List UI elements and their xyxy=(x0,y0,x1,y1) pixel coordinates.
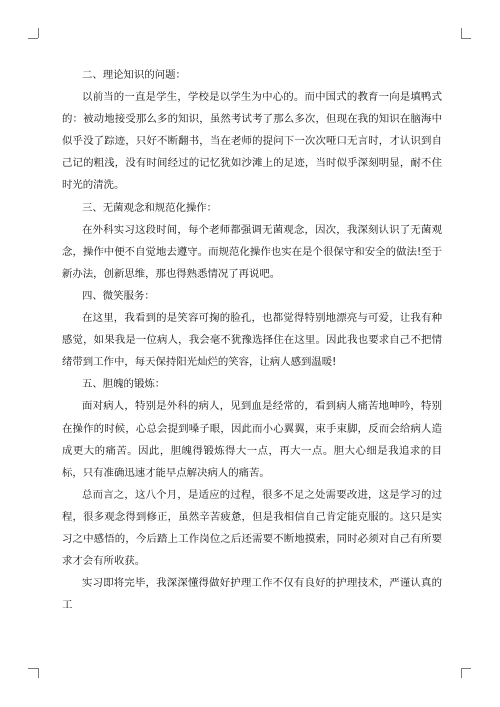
crop-mark-top-left-h xyxy=(28,38,38,39)
section-heading: 三、无菌观念和规范化操作： xyxy=(82,201,218,214)
crop-mark-bottom-right-h xyxy=(461,668,471,669)
section-heading: 五、胆魄的锻炼： xyxy=(82,378,166,391)
paragraph: 在这里，我看到的是笑容可掬的脸孔，也都觉得特别地漂亮与可爱，让我有种感觉，如果我是一位病人，我会毫不犹豫选择住在这里。因此我也要求自己不把情绪带到工作中，每天保持阳光灿烂的笑容，让病人感到温暖! xyxy=(62,312,442,369)
paragraph: 以前当的一直是学生，学校是以学生为中心的。而中国式的教育一向是填鸭式的：被动地接受那么多的知识，虽然考试考了那么多次，但现在我的知识在脑海中似乎没了踪迹，只好不断翻书，当在老师的提问下一次次哑口无言时，才认识到自己记的粗浅，没有时间经过的记忆犹如沙滩上的足迹，当时似乎深刻明显，耐不住时光的清洗。 xyxy=(62,91,442,192)
paragraph: 面对病人，特别是外科的病人，见到血是经常的，看到病人痛苦地呻吟，特别在操作的时候，心总会提到嗓子眼，因此而小心翼翼，束手束脚，反而会给病人造成更大的痛苦。因此，胆魄得锻炼得大一点，再大一点。胆大心细是我追求的目标，只有准确迅速才能早点解决病人的痛苦。 xyxy=(62,400,442,479)
crop-mark-top-left-v xyxy=(38,28,39,38)
document-body xyxy=(62,64,442,616)
section-heading: 二、理论知识的问题： xyxy=(82,69,186,81)
paragraph: 总而言之，这八个月，是适应的过程，很多不足之处需要改进，这是学习的过程，很多观念得到修正，虽然辛苦疲惫，但是我相信自己肯定能克服的。这只是实习之中感悟的，今后踏上工作岗位之后还需要不断地摸索，同时必须对自己有所要求才会有所收获。 xyxy=(62,488,442,568)
section-heading: 四、微笑服务： xyxy=(82,289,155,302)
crop-mark-bottom-left-h xyxy=(28,668,38,669)
paragraph: 实习即将完毕，我深深懂得做好护理工作不仅有良好的护理技术，严谨认真的工 xyxy=(62,577,442,612)
paragraph: 在外科实习这段时间，每个老师都强调无菌观念，因次，我深刻认识了无菌观念，操作中便不自觉地去遵守。而规范化操作也实在是个很保守和安全的做法!至于新办法，创新思维，那也得熟悉情况了再说吧。 xyxy=(62,223,442,280)
crop-mark-top-right-h xyxy=(461,38,471,39)
crop-mark-bottom-right-v xyxy=(461,668,462,678)
crop-mark-top-right-v xyxy=(461,28,462,38)
crop-mark-bottom-left-v xyxy=(38,668,39,678)
